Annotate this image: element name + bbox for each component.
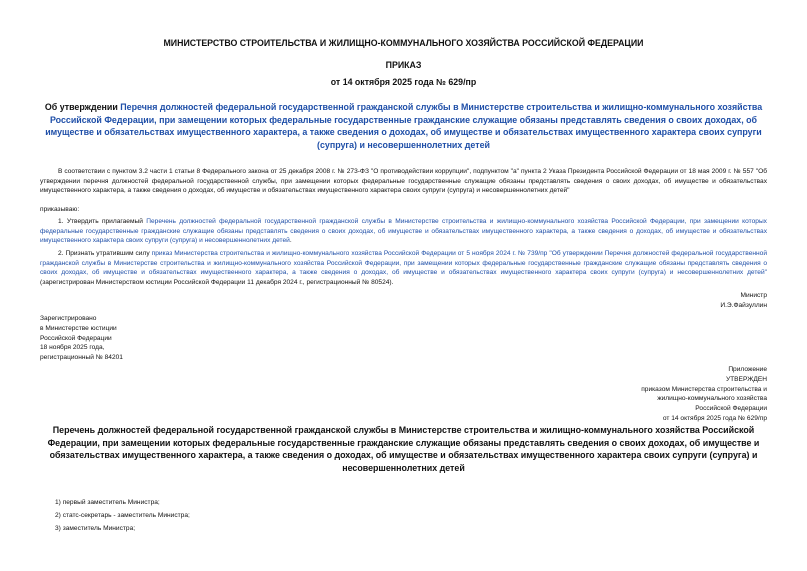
- order-title-prefix: Об утверждении: [44, 102, 121, 112]
- order-title: [40, 101, 767, 151]
- order-item-1: [40, 217, 767, 246]
- list-title: Перечень должностей федеральной государственной гражданской службы в Министерстве строительства и жилищно-коммунального хозяйства Российской Федерации, при замещении которых федеральные государственные гражданские служащие обязаны представлять сведения о своих доходах, об имуществе и обязательствах имущественного характера, а также сведения о доходах, об имуществе и обязательствах имущественного характера своих супруги (супруга) и несовершеннолетних детей: [47, 425, 760, 473]
- appendix-line-4: от 14 октября 2025 года № 629/пр: [662, 414, 767, 422]
- appendix-line-2: жилищно-коммунального хозяйства: [657, 395, 767, 403]
- doc-type: ПРИКАЗ: [385, 60, 422, 70]
- order-title-link[interactable]: Перечня должностей федеральной государственной гражданской службы в Министерстве строительства и жилищно-коммунального хозяйства Российской Федерации, при замещении которых федеральные государственные гражданские служащие обязаны представлять сведения о своих доходах, об имуществе и обязательствах имущественного характера, а также сведения о доходах, об имуществе и обязательствах имущественного характера своих супруги (супруга) и несовершеннолетних детей: [45, 102, 763, 150]
- item-2-link[interactable]: приказ Министерства строительства и жилищно-коммунального хозяйства Российской Федерации от 5 ноября 2024 г. № 739/пр "Об утверждении Перечня должностей федеральной государственной гражданской службы в Министерстве строительства и жилищно-коммунального хозяйства Российской Федерации, при замещении которых федеральные государственные гражданские служащие обязаны представлять сведения о своих доходах, об имуществе и обязательствах имущественного характера, а также сведения о доходах, об имуществе и обязательствах имущественного характера своих супруги (супруга) и несовершеннолетних детей": [40, 250, 768, 277]
- item-1-link[interactable]: Перечень должностей федеральной государственной гражданской службы в Министерстве строительства и жилищно-коммунального хозяйства Российской Федерации, при замещении которых федеральные государственные гражданские служащие обязаны представлять сведения о своих доходах, об имуществе и обязательствах имущественного характера, а также сведения о доходах, об имуществе и обязательствах имущественного характера своих супруги (супруга) и несовершеннолетних детей: [40, 218, 767, 245]
- positions-list: [55, 496, 190, 536]
- list-item: 3) заместитель Министра;: [55, 525, 136, 533]
- registration-line-4: 18 ноября 2025 года,: [40, 344, 105, 352]
- registration-block: [40, 314, 123, 363]
- ministry-heading: МИНИСТЕРСТВО СТРОИТЕЛЬСТВА И ЖИЛИЩНО-КОММУНАЛЬНОГО ХОЗЯЙСТВА РОССИЙСКОЙ ФЕДЕРАЦИИ: [163, 38, 644, 48]
- registration-line-2: в Министерстве юстиции: [40, 324, 117, 332]
- appendix-block: [641, 365, 767, 424]
- order-word: приказываю:: [40, 206, 80, 213]
- item-2-prefix: 2. Признать утратившим силу: [58, 250, 152, 257]
- preamble-text: В соответствии с пунктом 3.2 части 1 статьи 8 Федерального закона от 25 декабря 2008 г. № 273-ФЗ "О противодействии коррупции", подпунктом "а" пункта 2 Указа Президента Российской Федерации от 18 мая 2009 г. № 557 "Об утверждении перечня должностей федеральной государственной службы, при замещении которых федеральные государственные служащие обязаны представлять сведения о своих доходах, об имуществе и обязательствах имущественного характера, а также сведения о доходах, об имуществе и обязательствах имущественного характера своих супруги (супруга) и несовершеннолетних детей": [40, 168, 767, 195]
- list-item: 2) статс-секретарь - заместитель Министра;: [55, 512, 190, 520]
- signature-name: И.Э.Файзуллин: [720, 301, 767, 309]
- appendix-label: Приложение: [728, 366, 767, 373]
- signature-block: [720, 291, 767, 311]
- appendix-line-3: Российской Федерации: [695, 405, 767, 413]
- item-2-suffix: (зарегистрирован Министерством юстиции Российской Федерации 11 декабря 2024 г., регистрационный № 80524).: [40, 278, 394, 286]
- registration-line-3: Российской Федерации: [40, 334, 112, 342]
- registration-line-1: Зарегистрировано: [40, 315, 97, 322]
- order-item-2: [40, 249, 767, 287]
- item-1-prefix: 1. Утвердить прилагаемый: [58, 218, 147, 225]
- appendix-line-1: приказом Министерства строительства и: [641, 385, 767, 393]
- list-item: 1) первый заместитель Министра;: [55, 499, 160, 506]
- appendix-approved: УТВЕРЖДЕН: [725, 375, 767, 383]
- item-1-suffix: .: [289, 237, 292, 245]
- registration-line-5: регистрационный № 84201: [40, 354, 123, 362]
- doc-date-number: от 14 октября 2025 года № 629/пр: [330, 77, 477, 87]
- signature-position: Министр: [740, 292, 767, 299]
